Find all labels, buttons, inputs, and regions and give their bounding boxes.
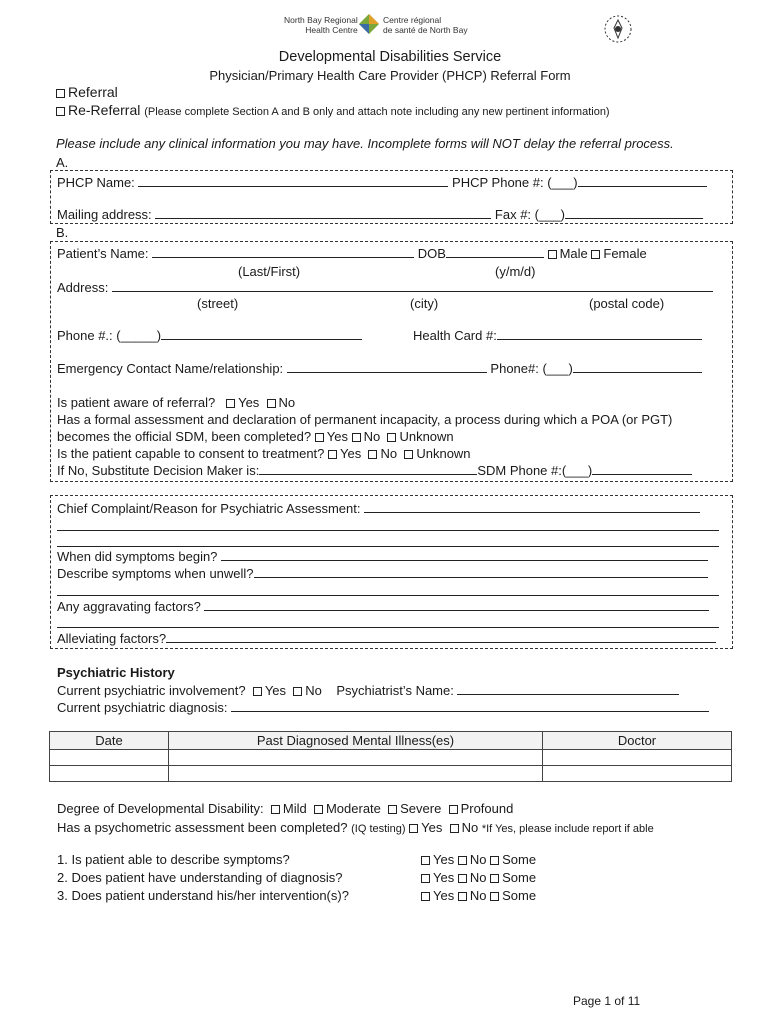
q3-some-label: Some: [502, 888, 537, 903]
sdm-phone-label: SDM Phone #:(___): [477, 463, 593, 478]
moderate-label: Moderate: [325, 801, 381, 816]
q1-yes-checkbox[interactable]: [421, 856, 430, 865]
q1-some-label: Some: [502, 852, 537, 867]
q3-some-checkbox[interactable]: [490, 892, 499, 901]
health-card-label: Health Card #:: [413, 328, 497, 343]
re-referral-note: (Please complete Section A and B only and attach note including any new pertinent information): [144, 106, 610, 118]
formal-label: becomes the official SDM, been completed?: [57, 429, 312, 444]
fax-line[interactable]: [565, 207, 703, 219]
table-cell[interactable]: [169, 766, 543, 782]
degree-label: Degree of Developmental Disability:: [57, 801, 264, 816]
re-referral-checkbox[interactable]: [56, 107, 65, 116]
doctor-header: Doctor: [543, 732, 732, 750]
q3-yes-label: Yes: [433, 888, 455, 903]
formal-assessment-line1: Has a formal assessment and declaration of permanent incapacity, a process during which a POA (or PGT): [57, 412, 673, 427]
question-1: 1. Is patient able to describe symptoms?: [57, 852, 290, 867]
capable-no-checkbox[interactable]: [368, 450, 377, 459]
emergency-line[interactable]: [287, 361, 487, 373]
aggravating-field[interactable]: [57, 599, 709, 614]
logo-fr-line1: Centre régional: [383, 15, 442, 25]
psychometric-label: Has a psychometric assessment been completed?: [57, 820, 348, 835]
capable-question: [57, 446, 471, 461]
psych-yes-checkbox[interactable]: [253, 687, 262, 696]
describe-label: Describe symptoms when unwell?: [57, 566, 254, 581]
formal-no-label: No: [363, 429, 381, 444]
formal-unknown-checkbox[interactable]: [387, 433, 396, 442]
table-row: [50, 766, 732, 782]
capable-unknown-label: Unknown: [416, 446, 471, 461]
fax-label: Fax #: (___): [494, 207, 565, 222]
psych-yes-label: Yes: [264, 683, 287, 698]
aware-question: [57, 395, 295, 410]
chief-complaint-field[interactable]: [57, 501, 700, 516]
emergency-label: Emergency Contact Name/relationship:: [57, 361, 284, 376]
q2-some-label: Some: [502, 870, 537, 885]
psychometric-yes-label: Yes: [421, 820, 443, 835]
sdm-label: If No, Substitute Decision Maker is:: [57, 463, 260, 478]
aggravating-label: Any aggravating factors?: [57, 599, 201, 614]
complaint-blank-line-3[interactable]: [57, 535, 719, 547]
postal-hint: (postal code): [589, 296, 665, 311]
aware-label: Is patient aware of referral?: [57, 395, 216, 410]
began-label: When did symptoms begin?: [57, 549, 218, 564]
sdm-field[interactable]: [57, 463, 692, 478]
logo-text-fr: [383, 15, 468, 35]
iq-label: (IQ testing): [351, 823, 406, 835]
q1-yes-label: Yes: [433, 852, 455, 867]
psychiatrist-line[interactable]: [457, 683, 679, 695]
section-a-label: A.: [56, 155, 69, 170]
aware-no-checkbox[interactable]: [267, 399, 276, 408]
logo-fr-line2: de santé de North Bay: [383, 25, 468, 35]
table-cell[interactable]: [543, 750, 732, 766]
psychometric-yes-checkbox[interactable]: [409, 824, 418, 833]
chief-complaint-label: Chief Complaint/Reason for Psychiatric Assessment:: [57, 501, 361, 516]
q2-no-label: No: [469, 870, 487, 885]
phcp-name-field[interactable]: [57, 175, 707, 190]
illness-header: Past Diagnosed Mental Illness(es): [169, 732, 543, 750]
q2-some-checkbox[interactable]: [490, 874, 499, 883]
street-hint: (street): [197, 296, 239, 311]
q1-no-checkbox[interactable]: [458, 856, 467, 865]
aware-yes-checkbox[interactable]: [226, 399, 235, 408]
sdm-line[interactable]: [259, 463, 477, 475]
re-referral-label: Re-Referral: [68, 102, 141, 118]
capable-label: Is the patient capable to consent to treatment?: [57, 446, 325, 461]
q2-no-checkbox[interactable]: [458, 874, 467, 883]
logo-en-line2: Health Centre: [305, 25, 358, 35]
patient-name-line[interactable]: [152, 246, 414, 258]
phcp-phone-line[interactable]: [578, 175, 707, 187]
phone-label: Phone #.: (_____): [57, 328, 162, 343]
address-field[interactable]: [57, 280, 713, 295]
address-label: Address:: [57, 280, 109, 295]
table-header-row: [50, 732, 732, 750]
patient-name-field[interactable]: [57, 246, 647, 261]
answer-row-2: [421, 870, 536, 885]
q1-some-checkbox[interactable]: [490, 856, 499, 865]
form-title: Developmental Disabilities Service: [278, 49, 502, 65]
table-row: [50, 750, 732, 766]
psychometric-no-checkbox[interactable]: [450, 824, 459, 833]
dob-line[interactable]: [446, 246, 544, 258]
table-cell[interactable]: [169, 750, 543, 766]
moderate-checkbox[interactable]: [314, 805, 323, 814]
health-card-field[interactable]: [413, 328, 702, 343]
q3-no-checkbox[interactable]: [458, 892, 467, 901]
logo-diamond-icon: [359, 14, 379, 34]
aware-yes-label: Yes: [238, 395, 260, 410]
date-header: Date: [50, 732, 169, 750]
mild-checkbox[interactable]: [271, 805, 280, 814]
aggravating-line[interactable]: [204, 599, 709, 611]
chief-complaint-line[interactable]: [364, 501, 700, 513]
formal-no-checkbox[interactable]: [352, 433, 361, 442]
emergency-field[interactable]: [57, 361, 702, 376]
capable-yes-checkbox[interactable]: [328, 450, 337, 459]
capable-no-label: No: [380, 446, 398, 461]
psychometric-note: *If Yes, please include report if able: [481, 823, 654, 835]
emergency-phone-line[interactable]: [573, 361, 702, 373]
psych-history-heading: Psychiatric History: [57, 665, 175, 680]
profound-label: Profound: [460, 801, 514, 816]
mailing-line[interactable]: [155, 207, 491, 219]
answer-row-1: [421, 852, 536, 867]
mailing-field[interactable]: [57, 207, 703, 222]
logo-en-line1: North Bay Regional: [284, 15, 358, 25]
phcp-name-line[interactable]: [138, 175, 448, 187]
q2-yes-label: Yes: [433, 870, 455, 885]
alleviating-label: Alleviating factors?: [57, 631, 167, 646]
formal-assessment-line2: [57, 429, 454, 444]
phcp-phone-label: PHCP Phone #: (___): [452, 175, 578, 190]
formal-yes-label: Yes: [326, 429, 348, 444]
mailing-label: Mailing address:: [57, 207, 152, 222]
re-referral-option[interactable]: [56, 102, 610, 118]
dob-label: DOB: [417, 246, 446, 261]
describe-field[interactable]: [57, 566, 708, 581]
ymd-hint: (y/m/d): [495, 264, 536, 279]
table-cell[interactable]: [50, 766, 169, 782]
alleviating-field[interactable]: [57, 631, 716, 646]
began-field[interactable]: [57, 549, 708, 564]
mental-illness-table: [49, 731, 732, 782]
q3-yes-checkbox[interactable]: [421, 892, 430, 901]
q1-no-label: No: [469, 852, 487, 867]
health-card-line[interactable]: [497, 328, 702, 340]
last-first-hint: (Last/First): [238, 264, 301, 279]
complaint-blank-line-2[interactable]: [57, 519, 719, 531]
q2-yes-checkbox[interactable]: [421, 874, 430, 883]
mild-label: Mild: [282, 801, 307, 816]
address-line[interactable]: [112, 280, 713, 292]
instruction-text: Please include any clinical information you may have. Incomplete forms will NOT delay the referral process.: [56, 136, 674, 151]
psych-involvement-field: [57, 683, 679, 698]
patient-name-label: Patient’s Name:: [57, 246, 149, 261]
referral-checkbox[interactable]: [56, 89, 65, 98]
male-label: Male: [559, 246, 588, 261]
formal-unknown-label: Unknown: [399, 429, 454, 444]
male-checkbox[interactable]: [548, 250, 557, 259]
describe-line[interactable]: [254, 566, 708, 578]
severe-label: Severe: [400, 801, 442, 816]
psych-diagnosis-line[interactable]: [231, 700, 709, 712]
psychiatrist-label: Psychiatrist’s Name:: [336, 683, 454, 698]
capable-yes-label: Yes: [340, 446, 362, 461]
section-b-label: B.: [56, 225, 69, 240]
q3-no-label: No: [469, 888, 487, 903]
emergency-phone-label: Phone#: (___): [490, 361, 573, 376]
aware-no-label: No: [278, 395, 296, 410]
formal-yes-checkbox[interactable]: [315, 433, 324, 442]
female-checkbox[interactable]: [591, 250, 600, 259]
referral-label: Referral: [68, 84, 118, 100]
phone-line[interactable]: [161, 328, 362, 340]
form-subtitle: Physician/Primary Health Care Provider (PHCP) Referral Form: [209, 68, 571, 83]
alleviating-line[interactable]: [166, 631, 716, 643]
question-3: 3. Does patient understand his/her intervention(s)?: [57, 888, 349, 903]
psych-no-label: No: [305, 683, 322, 698]
female-label: Female: [603, 246, 647, 261]
capable-unknown-checkbox[interactable]: [404, 450, 413, 459]
psych-diagnosis-field[interactable]: [57, 700, 709, 715]
referral-option[interactable]: [56, 84, 118, 100]
psychometric-no-label: No: [461, 820, 479, 835]
phone-field[interactable]: [57, 328, 362, 343]
profound-checkbox[interactable]: [449, 805, 458, 814]
psych-involvement-label: Current psychiatric involvement?: [57, 683, 246, 698]
table-cell[interactable]: [50, 750, 169, 766]
seal-icon: [603, 14, 633, 44]
began-line[interactable]: [221, 549, 708, 561]
phcp-name-label: PHCP Name:: [57, 175, 135, 190]
table-cell[interactable]: [543, 766, 732, 782]
complaint-blank-line-8[interactable]: [57, 616, 719, 628]
psych-diagnosis-label: Current psychiatric diagnosis:: [57, 700, 228, 715]
sdm-phone-line[interactable]: [592, 463, 692, 475]
logo-text-en: [284, 15, 358, 35]
disability-degree-field: [57, 801, 513, 816]
severe-checkbox[interactable]: [388, 805, 397, 814]
psych-no-checkbox[interactable]: [293, 687, 302, 696]
page-number: Page 1 of 11: [573, 994, 641, 1008]
question-2: 2. Does patient have understanding of diagnosis?: [57, 870, 343, 885]
answer-row-3: [421, 888, 536, 903]
complaint-blank-line-6[interactable]: [57, 584, 719, 596]
city-hint: (city): [410, 296, 439, 311]
psychometric-field: [57, 820, 654, 835]
